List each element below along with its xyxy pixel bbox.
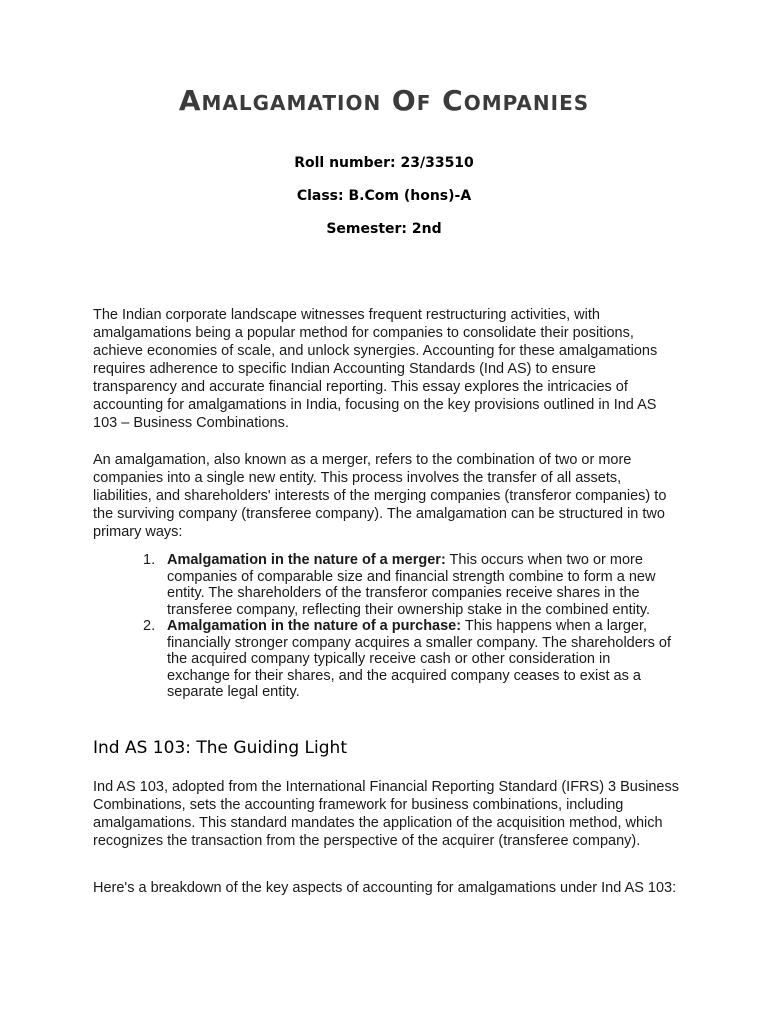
definition-paragraph: An amalgamation, also known as a merger, refers to the combination of two or more companies into a single new entity. This process involves the transfer of all assets, liabilities, and shareholders' interests of the merging companies (transferor companies) to the surviving company (transferee company). The amalgamation can be structured in two primary ways: bbox=[93, 452, 667, 540]
list-item-number: 2. bbox=[143, 618, 156, 634]
list-item-text: This happens when a larger, financially stronger company acquires a smaller company. The shareholders of the acquired company typically receive cash or other consideration in exchange for their shares, and the acquired company ceases to exist as a separate legal entity. bbox=[167, 618, 671, 700]
class-line: Class: B.Com (hons)-A bbox=[296, 188, 472, 204]
breakdown-paragraph: Here's a breakdown of the key aspects of accounting for amalgamations under Ind AS 103: bbox=[93, 880, 677, 896]
amalgamation-types-list bbox=[137, 552, 677, 701]
list-item bbox=[137, 618, 677, 701]
list-item bbox=[137, 552, 677, 618]
document-title: Amalgamation Of Companies bbox=[178, 84, 590, 117]
intro-paragraph: The Indian corporate landscape witnesses frequent restructuring activities, with amalgamations being a popular method for companies to consolidate their positions, achieve economies of scale, and unlock synergies. Accounting for these amalgamations requires adherence to specific Indian Accounting Standards (Ind AS) to ensure transparency and accurate financial reporting. This essay explores the intricacies of accounting for amalgamations in India, focusing on the key provisions outlined in Ind AS 103 – Business Combinations. bbox=[93, 307, 658, 431]
section-heading: Ind AS 103: The Guiding Light bbox=[93, 738, 347, 758]
semester-line: Semester: 2nd bbox=[326, 221, 442, 237]
list-item-text: This occurs when two or more companies of comparable size and financial strength combine to form a new entity. The shareholders of the transferor companies receive shares in the transferee company, reflecting their ownership stake in the combined entity. bbox=[167, 552, 656, 618]
list-item-lead: Amalgamation in the nature of a merger: bbox=[167, 552, 446, 568]
list-item-number: 1. bbox=[143, 552, 156, 568]
roll-number: Roll number: 23/33510 bbox=[294, 155, 474, 171]
list-item-lead: Amalgamation in the nature of a purchase: bbox=[167, 618, 462, 634]
ind-as-paragraph: Ind AS 103, adopted from the International Financial Reporting Standard (IFRS) 3 Business Combinations, sets the accounting framework for business combinations, including amalgamations. This standard mandates the application of the acquisition method, which recognizes the transaction from the perspective of the acquirer (transferee company). bbox=[93, 779, 679, 849]
